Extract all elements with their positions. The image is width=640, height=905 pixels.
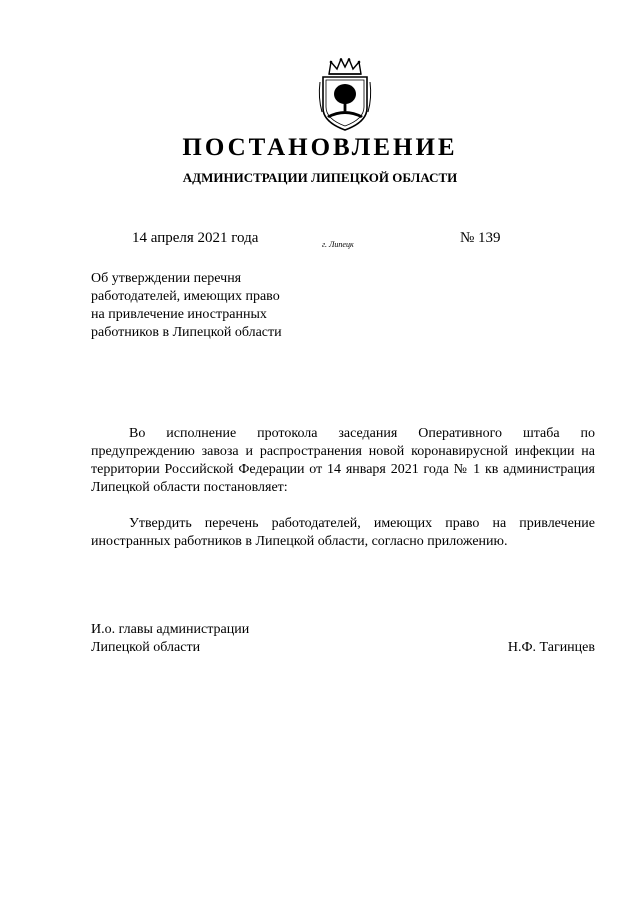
signatory-name: Н.Ф. Тагинцев: [507, 640, 595, 655]
subject-line: работодателей, имеющих право: [91, 289, 280, 304]
signatory-position-line: Липецкой области: [91, 640, 201, 655]
document-title: ПОСТАНОВЛЕНИЕ: [182, 134, 458, 161]
lipetsk-region-coat-of-arms-icon: [317, 58, 373, 132]
subject-line: на привлечение иностранных: [91, 307, 267, 322]
document-number: № 139: [460, 230, 501, 246]
signatory-position-line: И.о. главы администрации: [91, 622, 250, 637]
document-date: 14 апреля 2021 года: [132, 230, 259, 246]
issuing-authority: АДМИНИСТРАЦИИ ЛИПЕЦКОЙ ОБЛАСТИ: [182, 170, 458, 185]
document-city: г. Липецк: [322, 240, 354, 249]
subject-line: работников в Липецкой области: [91, 325, 282, 340]
document-subject: [91, 270, 331, 342]
signatory-position: [91, 621, 249, 657]
body-paragraph-preamble: Во исполнение протокола заседания Оперативного штаба по предупреждению завоза и распространения новой коронавирусной инфекции на территории Российской Федерации от 14 января 2021 года № 1 кв администрация Липецкой области постановляет:: [91, 426, 595, 495]
subject-line: Об утверждении перечня: [91, 271, 242, 286]
body-paragraph-resolution: Утвердить перечень работодателей, имеющих право на привлечение иностранных работников в Липецкой области, согласно приложению.: [91, 516, 595, 549]
